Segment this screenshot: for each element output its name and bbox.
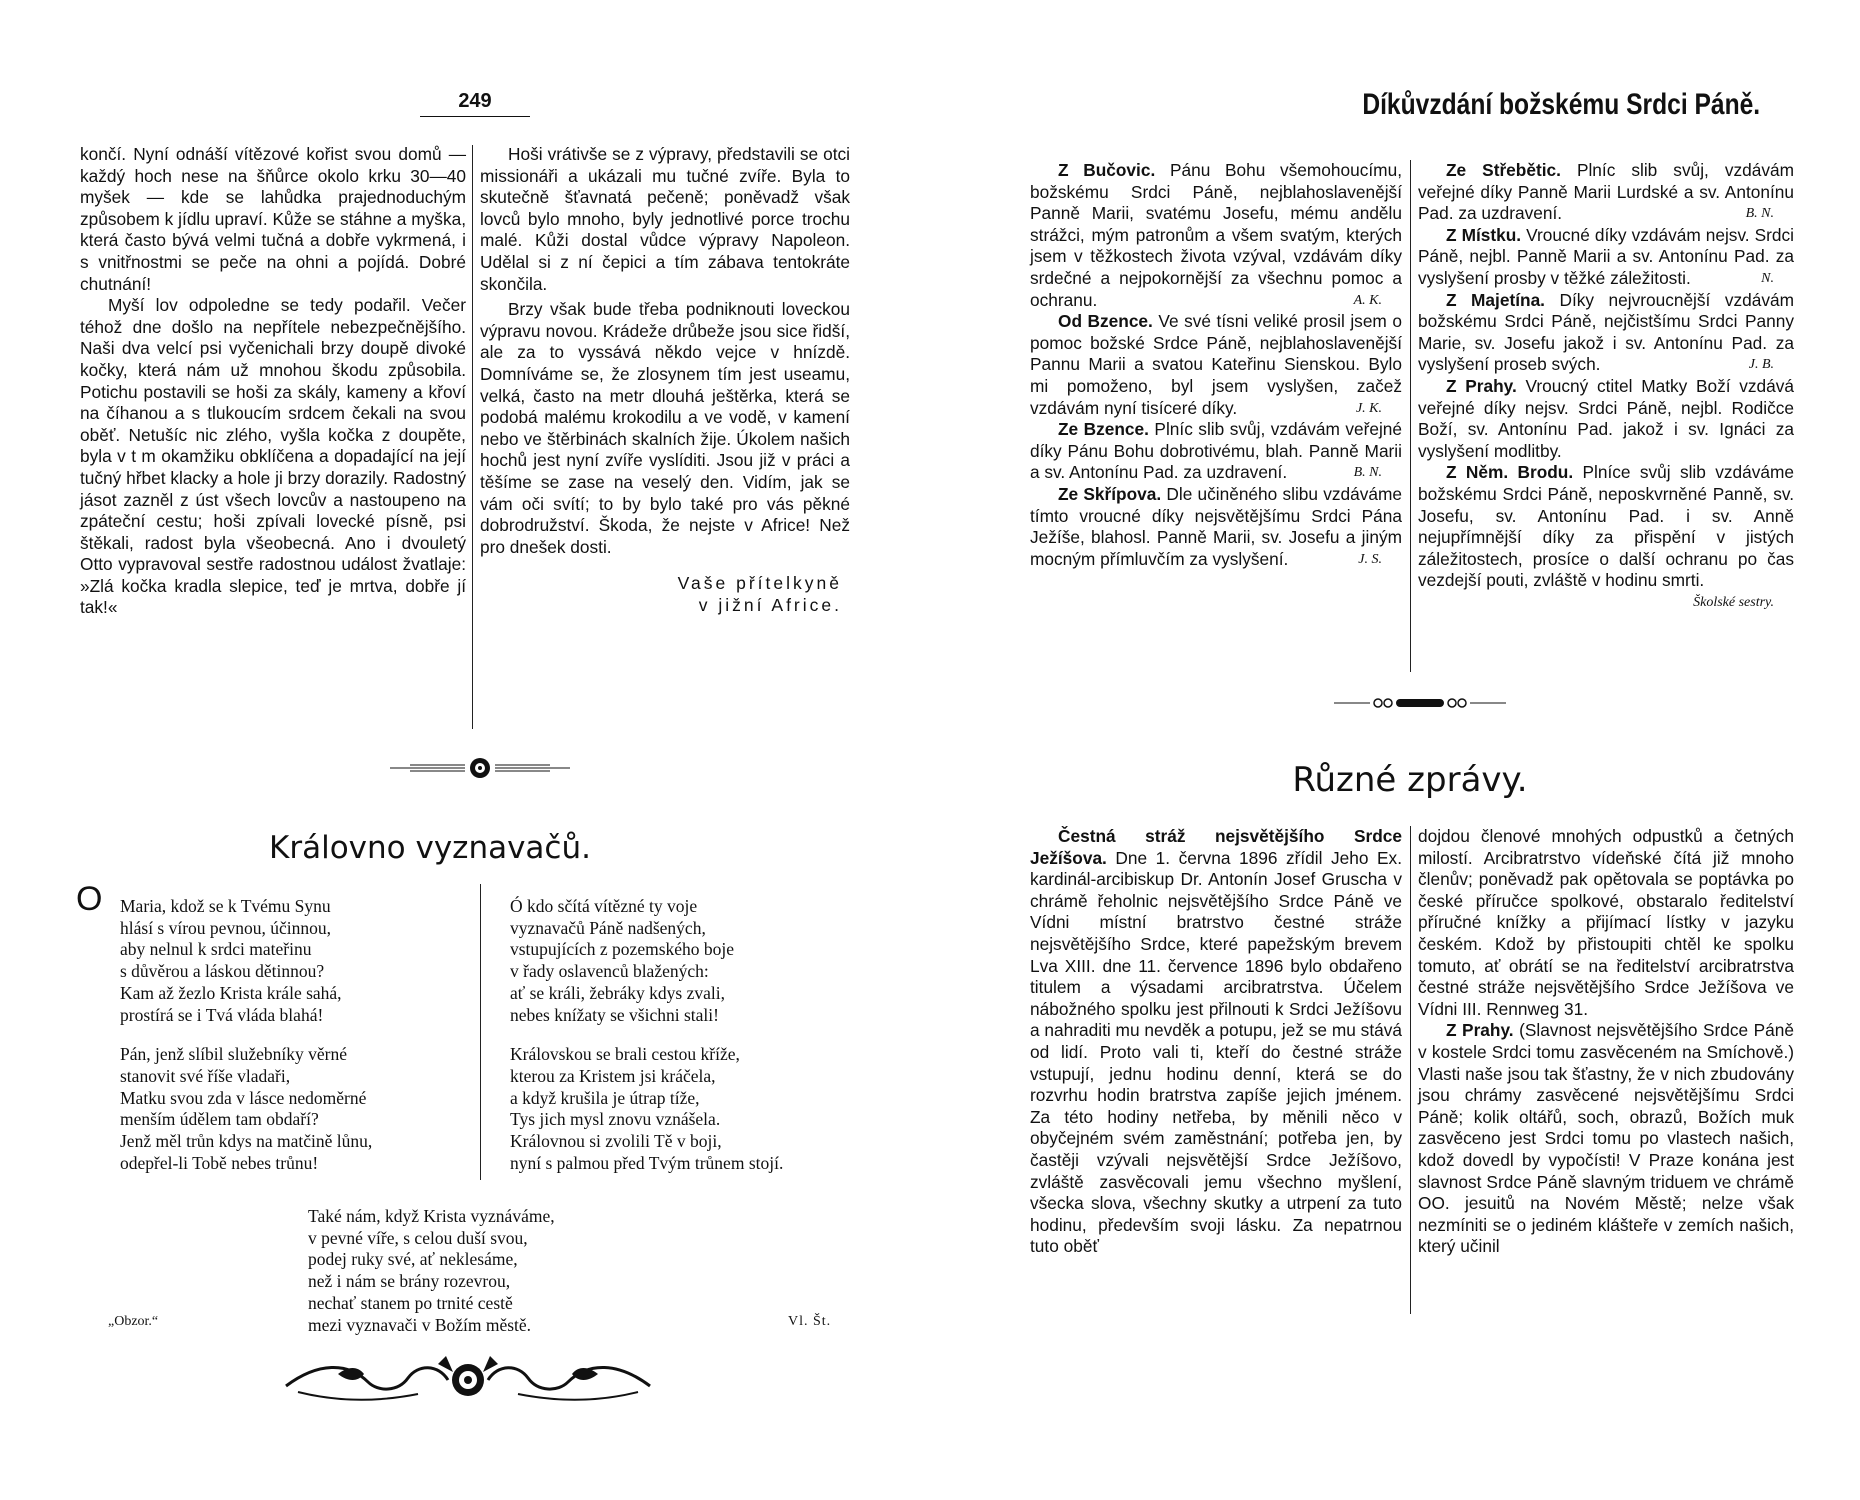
entry-place: Z Místku. (1446, 224, 1522, 245)
poem-source: „Obzor.“ (108, 1314, 159, 1329)
thanks-entry (1418, 160, 1794, 225)
entry-signature: J. S. (1358, 551, 1382, 567)
verse-line: menším údělem tam obdaří? (120, 1109, 319, 1130)
news-heading: Různé zprávy. (1292, 760, 1528, 800)
verse-line: podej ruky své, ať neklesáme, (308, 1249, 518, 1270)
verse-line: Ó kdo sčítá vítězné ty voje (510, 896, 698, 916)
entry-text: Díky nejvroucnější vzdávám božskému Srdci Páně, nejčistšímu Srdci Panny Marie, sv. Josefu jakož i sv. Antonínu Pad. za vyslyšení proseb svých. (1418, 289, 1794, 375)
entry-signature: B. N. (1745, 206, 1774, 222)
poem-divider (480, 884, 481, 1180)
news-entry (1418, 826, 1794, 1020)
thanksgiving-heading: Díkůvzdání božskému Srdci Páně. (1362, 88, 1760, 121)
verse-line: Královskou se brali cestou kříže, (510, 1044, 740, 1065)
verse-line: Kam až žezlo Krista krále sahá, (120, 982, 342, 1003)
poem-col-1 (120, 896, 480, 1192)
column-divider (1410, 160, 1411, 672)
verse-line: odepřel-li Tobě nebes trůnu! (120, 1152, 319, 1173)
thanksgiving-col-2 (1418, 160, 1794, 613)
entry-text: Dne 1. června 1896 zřídil Jeho Ex. kardinál-arcibiskup Dr. Antonín Josef Gruscha v chrámě řeholnic nejsvětějšího Srdce Páně ve Vídni místní bratrstvo čestné stráže nejsvětějšího Srdce, které papežským brevem Lva XIII. dne 11. července 1896 bylo obdařeno titulem a výsadami arcibratrstva. Účelem nábožného spolku jest přilnouti k Srdci Ježíšovu a nahraditi mu nevděk a potupu, jež se mu stává od lidí. Proto vali ti, kteří do čestné stráže vstupují, jednu hodinu denní, která se do rozvrhu hodin bratrstva zapíše jejich jménem. Za této hodiny netřeba, by měnili něco v obyčejném svém zaměstnání; potřeba jen, by častěji vzývali nejsvětější Srdce Ježíšovo, zvláště zasvěcovali jemu všechno myšlení, všecka slova, všechny skutky a utrpení za tuto hodinu, především svoji lásku. Za nepatrnou tuto oběť (1030, 847, 1402, 1257)
entry-place: Z Prahy. (1446, 375, 1517, 396)
entry-place: Ze Skřípova. (1058, 483, 1162, 504)
verse-line: nechať stanem po trnité cestě (308, 1292, 513, 1313)
news-entry (1030, 826, 1402, 1258)
thanks-entry (1030, 311, 1402, 419)
poem-title: Královno vyznavačů. (269, 830, 591, 866)
verse-line: vyznavačů Páně nadšených, (510, 917, 706, 938)
column-divider (1410, 826, 1411, 1314)
news-col-2 (1418, 826, 1794, 1258)
verse-line: mezi vyznavači v Božím městě. (308, 1314, 532, 1335)
entry-place: Z Něm. Brodu. (1446, 462, 1574, 483)
verse-line: aby nelnul k srdci mateřinu (120, 939, 312, 960)
thanksgiving-col-1 (1030, 160, 1402, 570)
entry-place: Od Bzence. (1058, 311, 1153, 332)
signature-line: Vaše přítelkyně (677, 573, 842, 594)
entry-text: Vroucné díky vzdávám nejsv. Srdci Páně, nejbl. Panně Marii a sv. Antonínu Pad. za vyslyšení prosby v těžké záležitosti. (1418, 224, 1794, 288)
verse-line: Maria, kdož se k Tvému Synu (120, 896, 331, 916)
paragraph: Myší lov odpoledne se tedy podařil. Večer téhož dne došlo na nepřítele nebezpečnějšího. Naši dva velcí psi vyčenichali brzy doupě divoké kočky, která nám už mnohou škodu způsobila. Potichu postavili se hoši za skály, kameny a křoví na číhanou a s tlukoucím srdcem čekali na svou oběť. Netušíc nic zlého, vyšla kočka z doupěte, byla v t m okamžiku obklíčena a dopadající na její tučný hřbet klacky a hole ji brzy dorazily. Radostný jásot zazněl z úst všech lovcův a nastoupeno na zpáteční cestu; hoši zpívali lovecké písně, psi štěkali, radost byla všeobecná. Ano i dvouletý Otto vypravoval sestře radostnou událost žvatlaje: »Zlá kočka kradla slepice, teď je mrtva, dobře jí tak!« (80, 295, 466, 618)
verse-line: v řady oslavenců blažených: (510, 961, 709, 982)
entry-text: Ve své tísni veliké prosil jsem o pomoc božské Srdce Páně, nejblahoslavenější Pannu Marii a svatou Kateřinu Sienskou. Bylo mi pomoženo, byl jsem vyslyšen, začež vzdávám nyní tisíceré díky. (1030, 311, 1402, 418)
verse-line: Pán, jenž slíbil služebníky věrné (120, 1044, 347, 1065)
thanks-entry (1418, 290, 1794, 376)
news-entry (1418, 1020, 1794, 1258)
stanza (510, 1044, 870, 1174)
letter-signature (480, 572, 842, 616)
entry-text: Plníc slib svůj, vzdávám veřejné díky Panně Marii Lurdské a sv. Antonínu Pad. za uzdravení. (1418, 160, 1794, 224)
poem-initial: O (76, 880, 103, 918)
ornament-divider (1330, 695, 1510, 711)
verse-line: Tys jich mysl znovu vznášela. (510, 1109, 721, 1130)
news-col-1 (1030, 826, 1402, 1258)
poem-author: Vl. Št. (788, 1314, 832, 1329)
entry-signature: J. B. (1748, 357, 1774, 373)
verse-line: nebes knížaty se všichni stali! (510, 1004, 719, 1025)
entry-signature: B. N. (1353, 465, 1382, 481)
ornament-footer (278, 1352, 658, 1408)
stanza (510, 896, 870, 1026)
thanks-entry (1418, 376, 1794, 462)
stanza (120, 896, 480, 1026)
entry-place: Ze Střebětic. (1446, 160, 1561, 180)
verse-line: a když krušila je útrap tíže, (510, 1087, 700, 1108)
entry-text: Vroucný ctitel Matky Boží vzdává veřejné díky nejsv. Srdci Páně, nejbl. Rodičce Boží, sv. Antonínu Pad. jakož i sv. Ignáci za vyslyšení modlitby. (1418, 375, 1795, 461)
verse-line: v pevné víře, s celou duší svou, (308, 1227, 528, 1248)
verse-line: hlásí s vírou pevnou, účinnou, (120, 917, 331, 938)
entry-text: Pánu Bohu všemohoucímu, božskému Srdci Páně, nejblahoslavenější Panně Marii, svatému Josefu, mému andělu strážci, mým patronům a všem svatým, kterých jsem v těžkostech života vzýval, vzdávám díky srdečné a nejpokornější za všechnu pomoc a ochranu. (1030, 160, 1402, 310)
poem-last-stanza (308, 1206, 728, 1336)
verse-line: vstupujících z pozemského boje (510, 939, 735, 960)
verse-line: Také nám, když Krista vyznáváme, (308, 1206, 555, 1226)
ornament-divider (380, 756, 580, 780)
entry-signature: J. K. (1355, 400, 1382, 416)
entry-text: Plníce svůj slib vzdáváme božskému Srdci Páně, neposkvrněné Panně, sv. Josefu, sv. Antonínu Pad. i sv. Anně nejupřímnější díky za přispění v jistých záležitostech, prosíce o další ochranu po čas vezdejší pouti, zvláště v hodinu smrti. (1418, 462, 1794, 591)
thanks-entry (1030, 419, 1402, 484)
verse-line: než i nám se brány rozevrou, (308, 1271, 511, 1292)
entry-text: dojdou členové mnohých odpustků a četných milostí. Arcibratrstvo vídeňské čítá již mnoho členův; poněvadž pak opětovala se poptávka po české příručce spolkové, obstaralo ředitelství příručné knížky a přijímací lístky v jazyku českém. Kdož by přistoupiti chtěl ke spolku tomuto, ať obrátí se na ředitelství arcibratrstva čestné stráže nejsvětějšího Srdce Ježíšova ve Vídni III. Rennweg 31. (1418, 826, 1794, 1019)
verse-line: s důvěrou a láskou dětinnou? (120, 961, 325, 982)
entry-signature: N. (1761, 270, 1774, 286)
verse-line: stanovit své říše vladaři, (120, 1065, 291, 1086)
verse-line: prostírá se i Tvá vláda blahá! (120, 1004, 324, 1025)
entry-place: Z Bučovic. (1058, 160, 1156, 180)
entry-text: Plníc slib svůj, vzdávám veřejné díky Pánu Bohu dobrotivému, blah. Panně Marii a sv. Antonínu Pad. za uzdravení. (1030, 419, 1403, 483)
thanks-entry (1418, 462, 1794, 610)
entry-place: Ze Bzence. (1058, 419, 1149, 440)
verse-line: ať se králi, žebráky kdys zvali, (510, 982, 725, 1003)
column-divider (472, 145, 473, 729)
verse-line: kterou za Kristem jsi kráčela, (510, 1065, 716, 1086)
paragraph: končí. Nyní odnáší vítězové kořist svou domů — každý hoch nese na šňůrce okolo krku 30—40 myšek — kde se lahůdka prajednoduchým způsobem k jídlu upraví. Kůže se stáhne a myška, která často bývá velmi tučná a dobře vykrmená, i s vnitřnostmi se peče na ohni a pojídá. Dobré chutnání! (80, 144, 466, 294)
signature-line: v jižní Africe. (698, 595, 842, 616)
article-col-2 (480, 144, 850, 616)
thanks-entry (1030, 484, 1402, 570)
verse-line: nyní s palmou před Tvým trůnem stojí. (510, 1152, 784, 1173)
thanks-entry (1030, 160, 1402, 311)
verse-line: Matku svou zda v lásce nedoměrné (120, 1087, 367, 1108)
entry-text: Dle učiněného slibu vzdáváme tímto vroucné díky nejsvětějšímu Srdci Pána Ježíše, blahosl. Panně Marii, sv. Josefu a jiným mocným přímluvčím za vyslyšení. (1030, 483, 1402, 569)
page-number: 249 (458, 90, 492, 112)
entry-signature: A. K. (1353, 292, 1382, 308)
entry-signature: Školské sestry. (1693, 594, 1774, 610)
paragraph: Hoši vrátivše se z výpravy, představili se otci missionáři a ukázali mu tučné zvíře. Byla to skutečně šťavnatá pečeně; poněvadž však lovců bylo mnoho, byly jednotlivé porce trochu malé. Kůži dostal vůdce výpravy Napoleon. Udělal si z ní čepici a tím zábava tentokráte skončila. (480, 144, 850, 294)
entry-place: Z Prahy. (1446, 1020, 1514, 1041)
entry-place: Z Majetína. (1446, 289, 1545, 310)
thanks-entry (1418, 225, 1794, 290)
entry-place: Čestná stráž nejsvětějšího Srdce Ježíšova. (1030, 826, 1402, 868)
verse-line: Jenž měl trůn kdys na matčině lůnu, (120, 1131, 373, 1152)
poem-col-2 (510, 896, 870, 1192)
article-col-1 (80, 144, 466, 619)
entry-text: (Slavnost nejsvětějšího Srdce Páně v kostele Srdci tomu zasvěceném na Smíchově.) Vlasti naše jsou tak šťastny, že v nich zbudovány jsou chrámy zasvěcené nejsvětějšímu Srdci Páně; kolik oltářů, soch, obrazů, Božích muk zasvěceno jest Srdci tomu po vlastech našich, kdož dovedl by vypočísti! V Praze konána jest slavnost Srdce Páně slavným triduem ve chrámě OO. jesuitů na Novém Městě; nelze však nezmíniti se o jediném klášteře v zemích našich, který učinil (1418, 1020, 1794, 1257)
paragraph: Brzy však bude třeba podniknouti loveckou výpravu novou. Krádeže drůbeže jsou sice řidší, ale za to vyssává někdo vejce v hnízdě. Domníváme se, že zlosynem tím jest useamu, velká, často na metr dlouhá ještěrka, která se podobá malému krokodilu a ve vodě, v kamení nebo ve štěrbinách skalních žije. Úkolem našich hochů jest nyní zvíře vyslíditi. Jsou již v práci a těšíme se zase na veselý den. Vidím, jak se vám oči svítí; to by bylo také pro vás pěkné dobrodružství. Škoda, že nejste v Africe! Než pro dnešek dosti. (480, 299, 850, 557)
stanza (120, 1044, 480, 1174)
verse-line: Královnou si zvolili Tě v boji, (510, 1131, 722, 1152)
page-number-rule (420, 116, 530, 117)
